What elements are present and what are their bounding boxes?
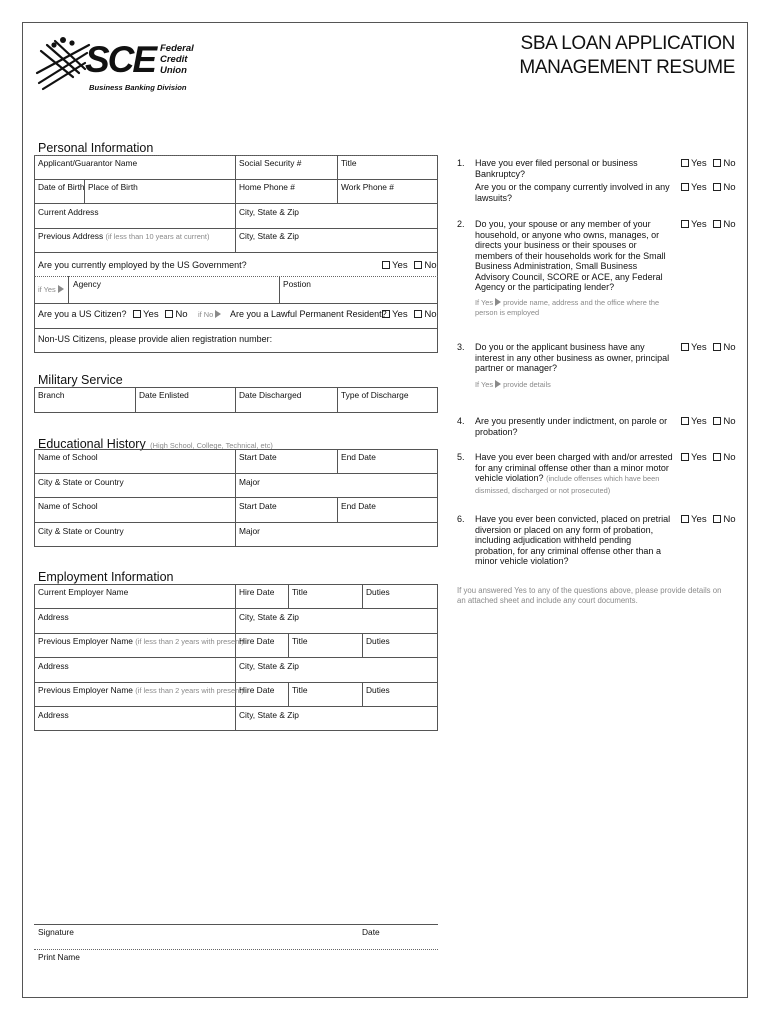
home-phone-field[interactable]: Home Phone # (239, 182, 295, 192)
question-1a-options: Yes No (681, 158, 736, 169)
question-6-options: Yes No (681, 514, 736, 525)
question-1a-text: Have you ever filed personal or business Bankruptcy? (475, 158, 638, 179)
q3-yes-checkbox[interactable] (681, 343, 689, 351)
resident-options: Yes No (382, 309, 437, 320)
question-4-number: 4. (457, 416, 465, 426)
gov-no-checkbox[interactable] (414, 261, 422, 269)
brand-subtitle-1: Federal (160, 43, 194, 54)
alien-registration-field[interactable]: Non-US Citizens, please provide alien registration number: (38, 334, 273, 344)
q5-no-checkbox[interactable] (713, 453, 721, 461)
previous-employer-field-2[interactable]: Previous Employer Name (if less than 2 years with present) (38, 685, 244, 695)
question-6-number: 6. (457, 514, 465, 524)
education-section-title: Educational History (High School, College, Technical, etc) (38, 437, 273, 451)
signature-field[interactable]: Signature (38, 927, 74, 937)
work-phone-field[interactable]: Work Phone # (341, 182, 394, 192)
hire-date-field-3[interactable]: Hire Date (239, 685, 275, 695)
title-field[interactable]: Title (341, 158, 357, 168)
school-name-field[interactable]: Name of School (38, 452, 98, 462)
employer-title-field-2[interactable]: Title (292, 636, 308, 646)
q2-no-checkbox[interactable] (713, 220, 721, 228)
print-name-field[interactable]: Print Name (38, 952, 80, 962)
school-start-date-field-2[interactable]: Start Date (239, 501, 277, 511)
current-employer-field[interactable]: Current Employer Name (38, 587, 129, 597)
q3-no-checkbox[interactable] (713, 343, 721, 351)
question-5-note: (include offenses which have been dismissed, discharged or not prosecuted) (475, 474, 660, 495)
applicant-name-field[interactable]: Applicant/Guarantor Name (38, 158, 138, 168)
personal-section-title: Personal Information (38, 141, 154, 155)
question-1-number: 1. (457, 158, 465, 168)
previous-address-note: (if less than 10 years at current) (105, 232, 210, 241)
duties-field-3[interactable]: Duties (366, 685, 390, 695)
arrow-right-icon (495, 298, 501, 306)
previous-address-field[interactable] (38, 231, 209, 242)
education-note: (High School, College, Technical, etc) (150, 441, 273, 450)
if-yes-gov-label: if Yes (38, 285, 64, 294)
q2-yes-checkbox[interactable] (681, 220, 689, 228)
citizen-options: Yes No (133, 309, 188, 320)
brand-name: SCE (85, 39, 156, 80)
form-page (22, 22, 748, 998)
question-5-text: Have you ever been charged with and/or arrested for any criminal offense other than a minor motor vehicle violation? (include offenses which have been dismissed, discharged or not prosecuted) (475, 452, 673, 495)
q5-yes-checkbox[interactable] (681, 453, 689, 461)
current-address-field[interactable]: Current Address (38, 207, 99, 217)
brand-division: Business Banking Division (89, 83, 187, 92)
employer-title-field[interactable]: Title (292, 587, 308, 597)
form-title-line-1: SBA LOAN APPLICATION (520, 33, 735, 54)
brand-subtitle-2: Credit (160, 54, 188, 65)
gov-employment-question: Are you currently employed by the US Government? (38, 260, 247, 270)
resident-question: Are you a Lawful Permanent Resident? (230, 309, 387, 319)
place-of-birth-field[interactable]: Place of Birth (88, 182, 138, 192)
arrow-right-icon (58, 285, 64, 293)
question-2-text: Do you, your spouse or any member of your household, or anyone who owns, manages, or directs your business or their spouses or members of their households work for the Small Business Administration, Small Business Advisory Council, SCORE or ACE, any Federal Agency or the participating lender? (475, 219, 666, 292)
employer-address-field[interactable]: Address (38, 612, 69, 622)
employer-address-field-2[interactable]: Address (38, 661, 69, 671)
arrow-right-icon (495, 380, 501, 388)
military-section-title: Military Service (38, 373, 123, 387)
previous-address-label: Previous Address (38, 231, 104, 241)
school-end-date-field[interactable]: End Date (341, 452, 376, 462)
agency-field[interactable]: Agency (73, 279, 101, 289)
question-3-options: Yes No (681, 342, 736, 353)
employment-section-title: Employment Information (38, 570, 174, 584)
citizen-question: Are you a US Citizen? (38, 309, 127, 319)
q4-yes-checkbox[interactable] (681, 417, 689, 425)
citizen-no-checkbox[interactable] (165, 310, 173, 318)
q6-no-checkbox[interactable] (713, 515, 721, 523)
question-2-options: Yes No (681, 219, 736, 230)
question-1b-text: Are you or the company currently involved in any lawsuits? (475, 182, 670, 203)
discharge-type-field[interactable]: Type of Discharge (341, 390, 409, 400)
question-4-text: Are you presently under indictment, on parole or probation? (475, 416, 668, 437)
question-3-number: 3. (457, 342, 465, 352)
school-name-field-2[interactable]: Name of School (38, 501, 98, 511)
school-major-field-2[interactable]: Major (239, 526, 260, 536)
resident-no-checkbox[interactable] (414, 310, 422, 318)
branch-field[interactable]: Branch (38, 390, 65, 400)
figures-logo-icon (33, 33, 93, 91)
hire-date-field-2[interactable]: Hire Date (239, 636, 275, 646)
school-end-date-field-2[interactable]: End Date (341, 501, 376, 511)
employer-title-field-3[interactable]: Title (292, 685, 308, 695)
question-3-note: If Yes provide details (475, 380, 551, 389)
questions-footer-note: If you answered Yes to any of the questions above, please provide details on an attached sheet and include any court documents. (457, 586, 722, 605)
form-title-line-2: MANAGEMENT RESUME (519, 57, 735, 78)
duties-field[interactable]: Duties (366, 587, 390, 597)
hire-date-field[interactable]: Hire Date (239, 587, 275, 597)
resident-yes-checkbox[interactable] (382, 310, 390, 318)
date-discharged-field[interactable]: Date Discharged (239, 390, 302, 400)
ssn-field[interactable]: Social Security # (239, 158, 302, 168)
question-2-number: 2. (457, 219, 465, 229)
previous-city-state-zip-field[interactable]: City, State & Zip (239, 231, 299, 241)
school-major-field[interactable]: Major (239, 477, 260, 487)
school-city-field-2[interactable]: City & State or Country (38, 526, 124, 536)
gov-employment-options: Yes No (382, 260, 437, 271)
school-start-date-field[interactable]: Start Date (239, 452, 277, 462)
position-field[interactable]: Postion (283, 279, 311, 289)
date-enlisted-field[interactable]: Date Enlisted (139, 390, 189, 400)
brand-logo (33, 33, 203, 95)
employer-city-field-3[interactable]: City, State & Zip (239, 710, 299, 720)
question-5-number: 5. (457, 452, 465, 462)
brand-subtitle-3: Union (160, 65, 187, 76)
previous-employer-field[interactable]: Previous Employer Name (if less than 2 years with present) (38, 636, 244, 646)
school-city-field[interactable]: City & State or Country (38, 477, 124, 487)
question-3-text: Do you or the applicant business have any interest in any other business as owner, principal partner or manager? (475, 342, 670, 373)
duties-field-2[interactable]: Duties (366, 636, 390, 646)
question-2-note: If Yes provide name, address and the office where the person is employed (475, 298, 660, 317)
q1a-yes-checkbox[interactable] (681, 159, 689, 167)
question-4-options: Yes No (681, 416, 736, 427)
employer-address-field-3[interactable]: Address (38, 710, 69, 720)
q1b-yes-checkbox[interactable] (681, 183, 689, 191)
question-5-options: Yes No (681, 452, 736, 463)
question-1b-options: Yes No (681, 182, 736, 193)
employer-city-field[interactable]: City, State & Zip (239, 612, 299, 622)
q1b-no-checkbox[interactable] (713, 183, 721, 191)
employer-city-field-2[interactable]: City, State & Zip (239, 661, 299, 671)
arrow-right-icon (215, 310, 221, 318)
current-city-state-zip-field[interactable]: City, State & Zip (239, 207, 299, 217)
if-no-citizen-label: if No (198, 310, 221, 319)
question-6-text: Have you ever been convicted, placed on pretrial diversion or placed on any form of probation, including adjudication withheld pending probation, for any criminal offense other than a minor vehicle violation? (475, 514, 671, 566)
gov-yes-checkbox[interactable] (382, 261, 390, 269)
citizen-yes-checkbox[interactable] (133, 310, 141, 318)
date-of-birth-field[interactable]: Date of Birth (38, 182, 85, 192)
signature-date-field[interactable]: Date (362, 927, 380, 937)
q4-no-checkbox[interactable] (713, 417, 721, 425)
q6-yes-checkbox[interactable] (681, 515, 689, 523)
q1a-no-checkbox[interactable] (713, 159, 721, 167)
